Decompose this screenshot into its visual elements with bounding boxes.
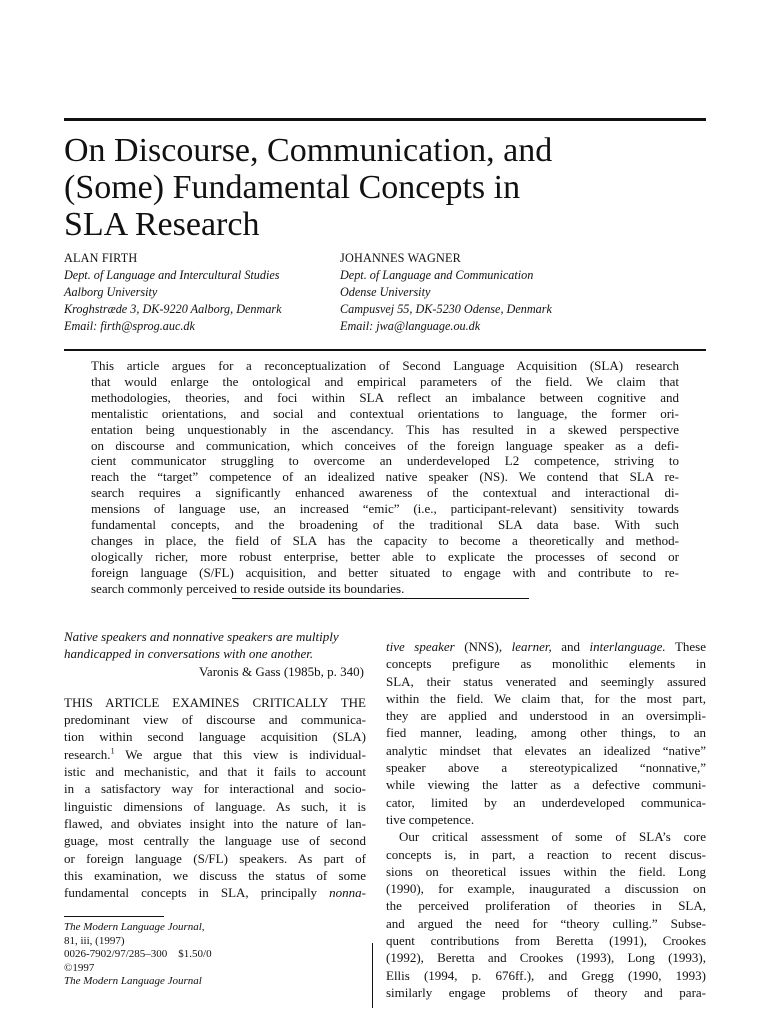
abstract-top-rule [64,349,706,351]
author-address: Kroghstræde 3, DK-9220 Aalborg, Denmark [64,302,282,316]
epigraph-citation: Varonis & Gass (1985b, p. 340) [198,663,364,679]
article-title [64,132,704,243]
body-line: similarly engage problems of theory and para- [386,984,706,1000]
author-block-wagner [340,250,552,335]
body-line: they are applied and understood in an oversimpli- [386,708,706,724]
copyright-symbol: ©1997 [64,961,95,974]
epigraph [64,628,366,663]
body-line: speaker above a stereotypicalized “nonnative,” [386,760,706,776]
body-italic: learner, [511,639,552,654]
body-italic: nonna- [329,885,366,901]
body-text: and [551,639,590,654]
column-divider [372,943,373,1008]
journal-name: The Modern Language Journal, [64,921,205,933]
abstract-line: entation being unquestionably in the ascendancy. This has resulted in a skewed perspective [91,421,679,437]
footnote-issn: 0026-7902/97/285–300 $1.50/0 [64,948,212,961]
author-name: ALAN FIRTH [64,251,138,265]
abstract-line: mensions of language use, an increased “emic” (i.e., participant-relevant) sensitivity towards [91,501,679,517]
body-line: analytic mindset that elevates an idealized “native” [386,742,706,758]
abstract-line: mentalistic orientations, and social and contextual orientations to language, the former ori- [91,405,679,421]
body-line: (1990), for example, inaugurated a discussion on [386,881,706,897]
author-university: Odense University [340,285,431,299]
abstract [91,358,679,597]
body-italic: interlanguage. [589,639,666,654]
body-text: (NNS), [454,639,512,654]
author-name: JOHANNES WAGNER [340,251,461,265]
body-line: while viewing the latter as a defective communi- [386,777,706,793]
body-line: THIS ARTICLE EXAMINES CRITICALLY THE [64,694,366,710]
body-line: the perceived proliferation of theories in SLA, [386,898,706,914]
abstract-line: on discourse and communication, which conceives of the foreign language speaker as a defi- [91,437,679,453]
top-rule [64,118,706,121]
body-line: cator, limited by an underdeveloped communica- [386,794,706,810]
body-line: flawed, and obviates insight into the nature of lan- [64,815,366,831]
author-email: Email: jwa@language.ou.dk [340,319,481,333]
abstract-line: ologically richer, more robust enterprise, better able to explicate the processes of second or [91,548,679,564]
journal-volume: 81, iii, (1997) [64,934,125,947]
author-email: Email: firth@sprog.auc.dk [64,319,195,333]
body-line: and argued the need for “theory culling.” Subse- [386,915,706,931]
abstract-line: reach the “target” competence of an idealized native speaker (NS). We contend that SLA re- [91,469,679,485]
body-column-left [64,628,366,901]
body-line: this examination, we discuss the status of some [64,867,366,883]
publication-footnote [64,921,212,989]
footnote-copyright-line [64,962,212,989]
body-text: We argue that this view is individual- [114,746,366,762]
body-line: within the field. We claim that, for the most part, [386,690,706,706]
body-text: fundamental concepts in SLA, principally [64,885,330,901]
abstract-line: search commonly perceived to reside outside its boundaries. [91,580,405,596]
body-line: guage, most centrally the language use of second [64,833,366,849]
body-line: concepts is, in part, a reaction to recent discus- [386,846,706,862]
body-line: predominant view of discourse and communica- [64,712,366,728]
title-line: (Some) Fundamental Concepts in [64,169,521,206]
abstract-line: cient communicator struggling to overcome an underdeveloped L2 competence, striving to [91,453,679,469]
abstract-line: that would enlarge the ontological and empirical parameters of the field. We claim that [91,373,679,389]
abstract-line: methodologies, theories, and foci within SLA reflect an imbalance between cognitive and [91,389,679,405]
body-line: fied manner, leading, among other things, to an [386,725,706,741]
body-text: research. [64,746,111,762]
epigraph-line: handicapped in conversations with one another. [64,646,314,662]
abstract-line: changes in place, the field of SLA has the capacity to become a theoretically and method- [91,532,679,548]
author-dept: Dept. of Language and Communication [340,268,534,282]
footnote-rule [64,916,164,917]
body-line: SLA, their status venerated and seemingly assured [386,673,706,689]
body-line: quent contributions from Beretta (1991), Crookes [386,933,706,949]
title-line: SLA Research [64,206,260,243]
abstract-line: This article argues for a reconceptualization of Second Language Acquisition (SLA) research [91,358,679,373]
body-column-right [386,638,706,1001]
body-text: These [665,639,706,654]
footnote-mark[interactable]: 1 [110,746,115,756]
body-line: tion within second language acquisition (SLA) [64,729,366,745]
copyright-journal: The Modern Language Journal [64,975,202,988]
body-line: (1992), Beretta and Crookes (1993), Long (1993), [386,950,706,966]
spacer [64,680,366,694]
body-line [64,746,366,763]
body-line: linguistic dimensions of language. As such, it is [64,798,366,814]
footnote-journal-line [64,921,212,948]
body-line: concepts prefigure as monolithic elements in [386,656,706,672]
author-dept: Dept. of Language and Intercultural Studies [64,268,280,282]
author-block-firth [64,250,282,335]
body-line: Ellis (1994, p. 676ff.), and Gregg (1990, 1993) [386,967,706,983]
body-line [386,638,706,655]
body-line: istic and mechanistic, and that it fails to account [64,764,366,780]
body-line: sions on theoretical issues within the field. Long [386,863,706,879]
author-university: Aalborg University [64,285,158,299]
abstract-line: foreign language (S/FL) acquisition, and better situated to engage with and contribute to re- [91,564,679,580]
abstract-line: search requires a significantly enhanced awareness of the contextual and interactional di- [91,485,679,501]
body-line: tive competence. [386,811,475,827]
title-line: On Discourse, Communication, and [64,132,553,169]
author-address: Campusvej 55, DK-5230 Odense, Denmark [340,302,552,316]
abstract-line: fundamental concepts, and the broadening of the traditional SLA data base. With such [91,517,679,533]
body-italic: tive speaker [386,639,455,654]
body-line: in a satisfactory way for interactional and socio- [64,781,366,797]
abstract-end-rule [232,598,529,599]
body-line: or foreign language (S/FL) speakers. As part of [64,850,366,866]
body-line: Our critical assessment of some of SLA’s core [386,829,706,845]
body-line [64,884,366,901]
epigraph-line: Native speakers and nonnative speakers are multiply [64,629,339,644]
